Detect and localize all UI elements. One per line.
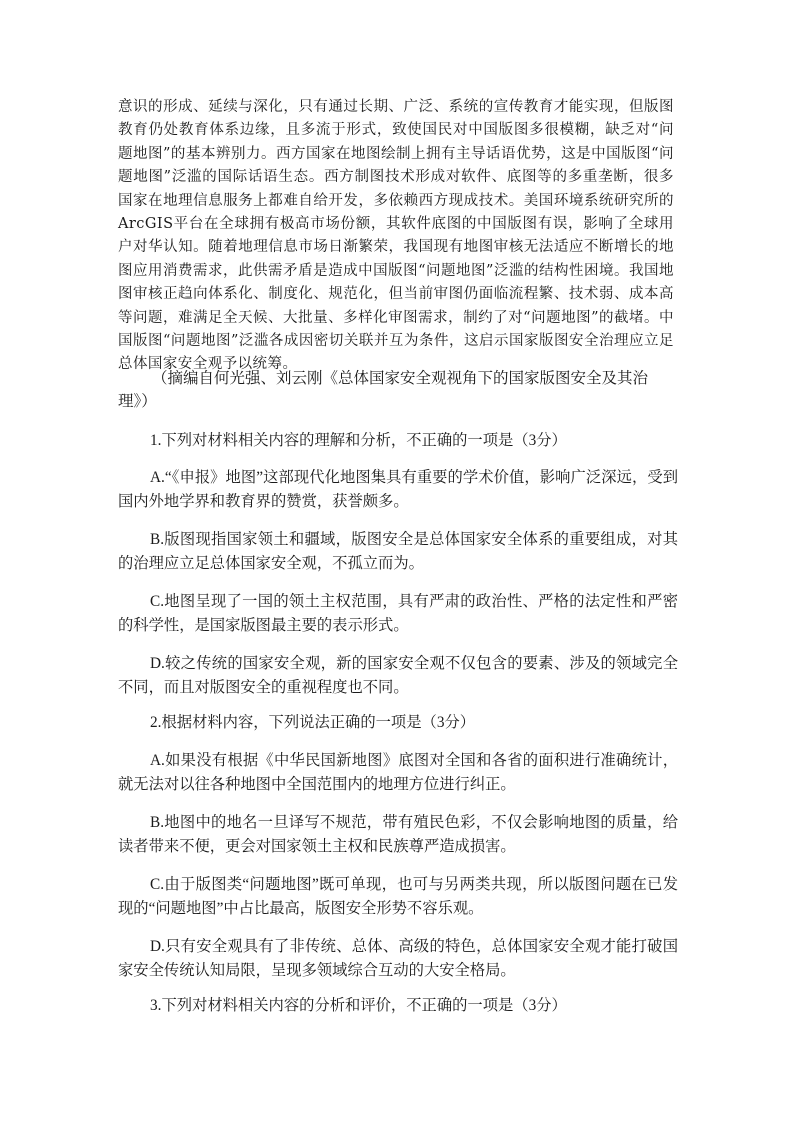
question-1-option-c: C.地图呈现了一国的领土主权范围，具有严肃的政治性、严格的法定性和严密的科学性，是国家版图最主要的表示形式。 bbox=[118, 593, 678, 634]
question-1-option-b: B.版图现指国家领土和疆域，版图安全是总体国家安全体系的重要组成，对其的治理应立足总体国家安全观，不孤立而为。 bbox=[118, 531, 678, 572]
question-2-option-b: B.地图中的地名一旦译写不规范，带有殖民色彩，不仅会影响地图的质量，给读者带来不便，更会对国家领土主权和民族尊严造成损害。 bbox=[118, 814, 678, 855]
question-1-option-d: D.较之传统的国家安全观，新的国家安全观不仅包含的要素、涉及的领域完全不同，而且对版图安全的重视程度也不同。 bbox=[118, 655, 678, 696]
question-1-stem: 1.下列对材料相关内容的理解和分析，不正确的一项是（3分） bbox=[150, 432, 567, 449]
source-citation: （摘编自何光强、刘云刚《总体国家安全观视角下的国家版图安全及其治理》） bbox=[118, 370, 649, 410]
passage-paragraph: 意识的形成、延续与深化，只有通过长期、广泛、系统的宣传教育才能实现，但版图教育仍处教育体系边缘，且多流于形式，致使国民对中国版图多很模糊，缺乏对“问题地图”的基本辨别力。西方国家在地图绘制上拥有主导话语优势，这是中国版图“问题地图”泛滥的国际话语生态。西方制图技术形成对软件、底图等的多重垄断，很多国家在地理信息服务上都难自给开发，多依赖西方现成技术。美国环境系统研究所的ArcGIS平台在全球拥有极高市场份额，其软件底图的中国版图有误，影响了全球用户对华认知。随着地理信息市场日渐繁荣，我国现有地图审核无法适应不断增长的地图应用消费需求，此供需矛盾是造成中国版图“问题地图”泛滥的结构性困境。我国地图审核正趋向体系化、制度化、规范化，但当前审图仍面临流程繁、技术弱、成本高等问题，难满足全天候、大批量、多样化审图需求，制约了对“问题地图”的截堵。中国版图“问题地图”泛滥各成因密切关联并互为条件，这启示国家版图安全治理应立足总体国家安全观予以统筹。 bbox=[118, 99, 674, 373]
question-3-stem: 3.下列对材料相关内容的分析和评价，不正确的一项是（3分） bbox=[150, 997, 567, 1014]
question-1-option-a: A.“《申报》地图”这部现代化地图集具有重要的学术价值，影响广泛深远，受到国内外地学界和教育界的赞赏，获誉颇多。 bbox=[118, 469, 678, 510]
question-2-option-d: D.只有安全观具有了非传统、总体、高级的特色，总体国家安全观才能打破国家安全传统认知局限，呈现多领域综合互动的大安全格局。 bbox=[118, 938, 678, 979]
question-2-option-c: C.由于版图类“问题地图”既可单现，也可与另两类共现，所以版图问题在已发现的“问题地图”中占比最高，版图安全形势不容乐观。 bbox=[118, 876, 678, 917]
question-2-stem: 2.根据材料内容，下列说法正确的一项是（3分） bbox=[150, 714, 476, 731]
question-2-option-a: A.如果没有根据《中华民国新地图》底图对全国和各省的面积进行准确统计，就无法对以往各种地图中全国范围内的地理方位进行纠正。 bbox=[118, 752, 678, 793]
